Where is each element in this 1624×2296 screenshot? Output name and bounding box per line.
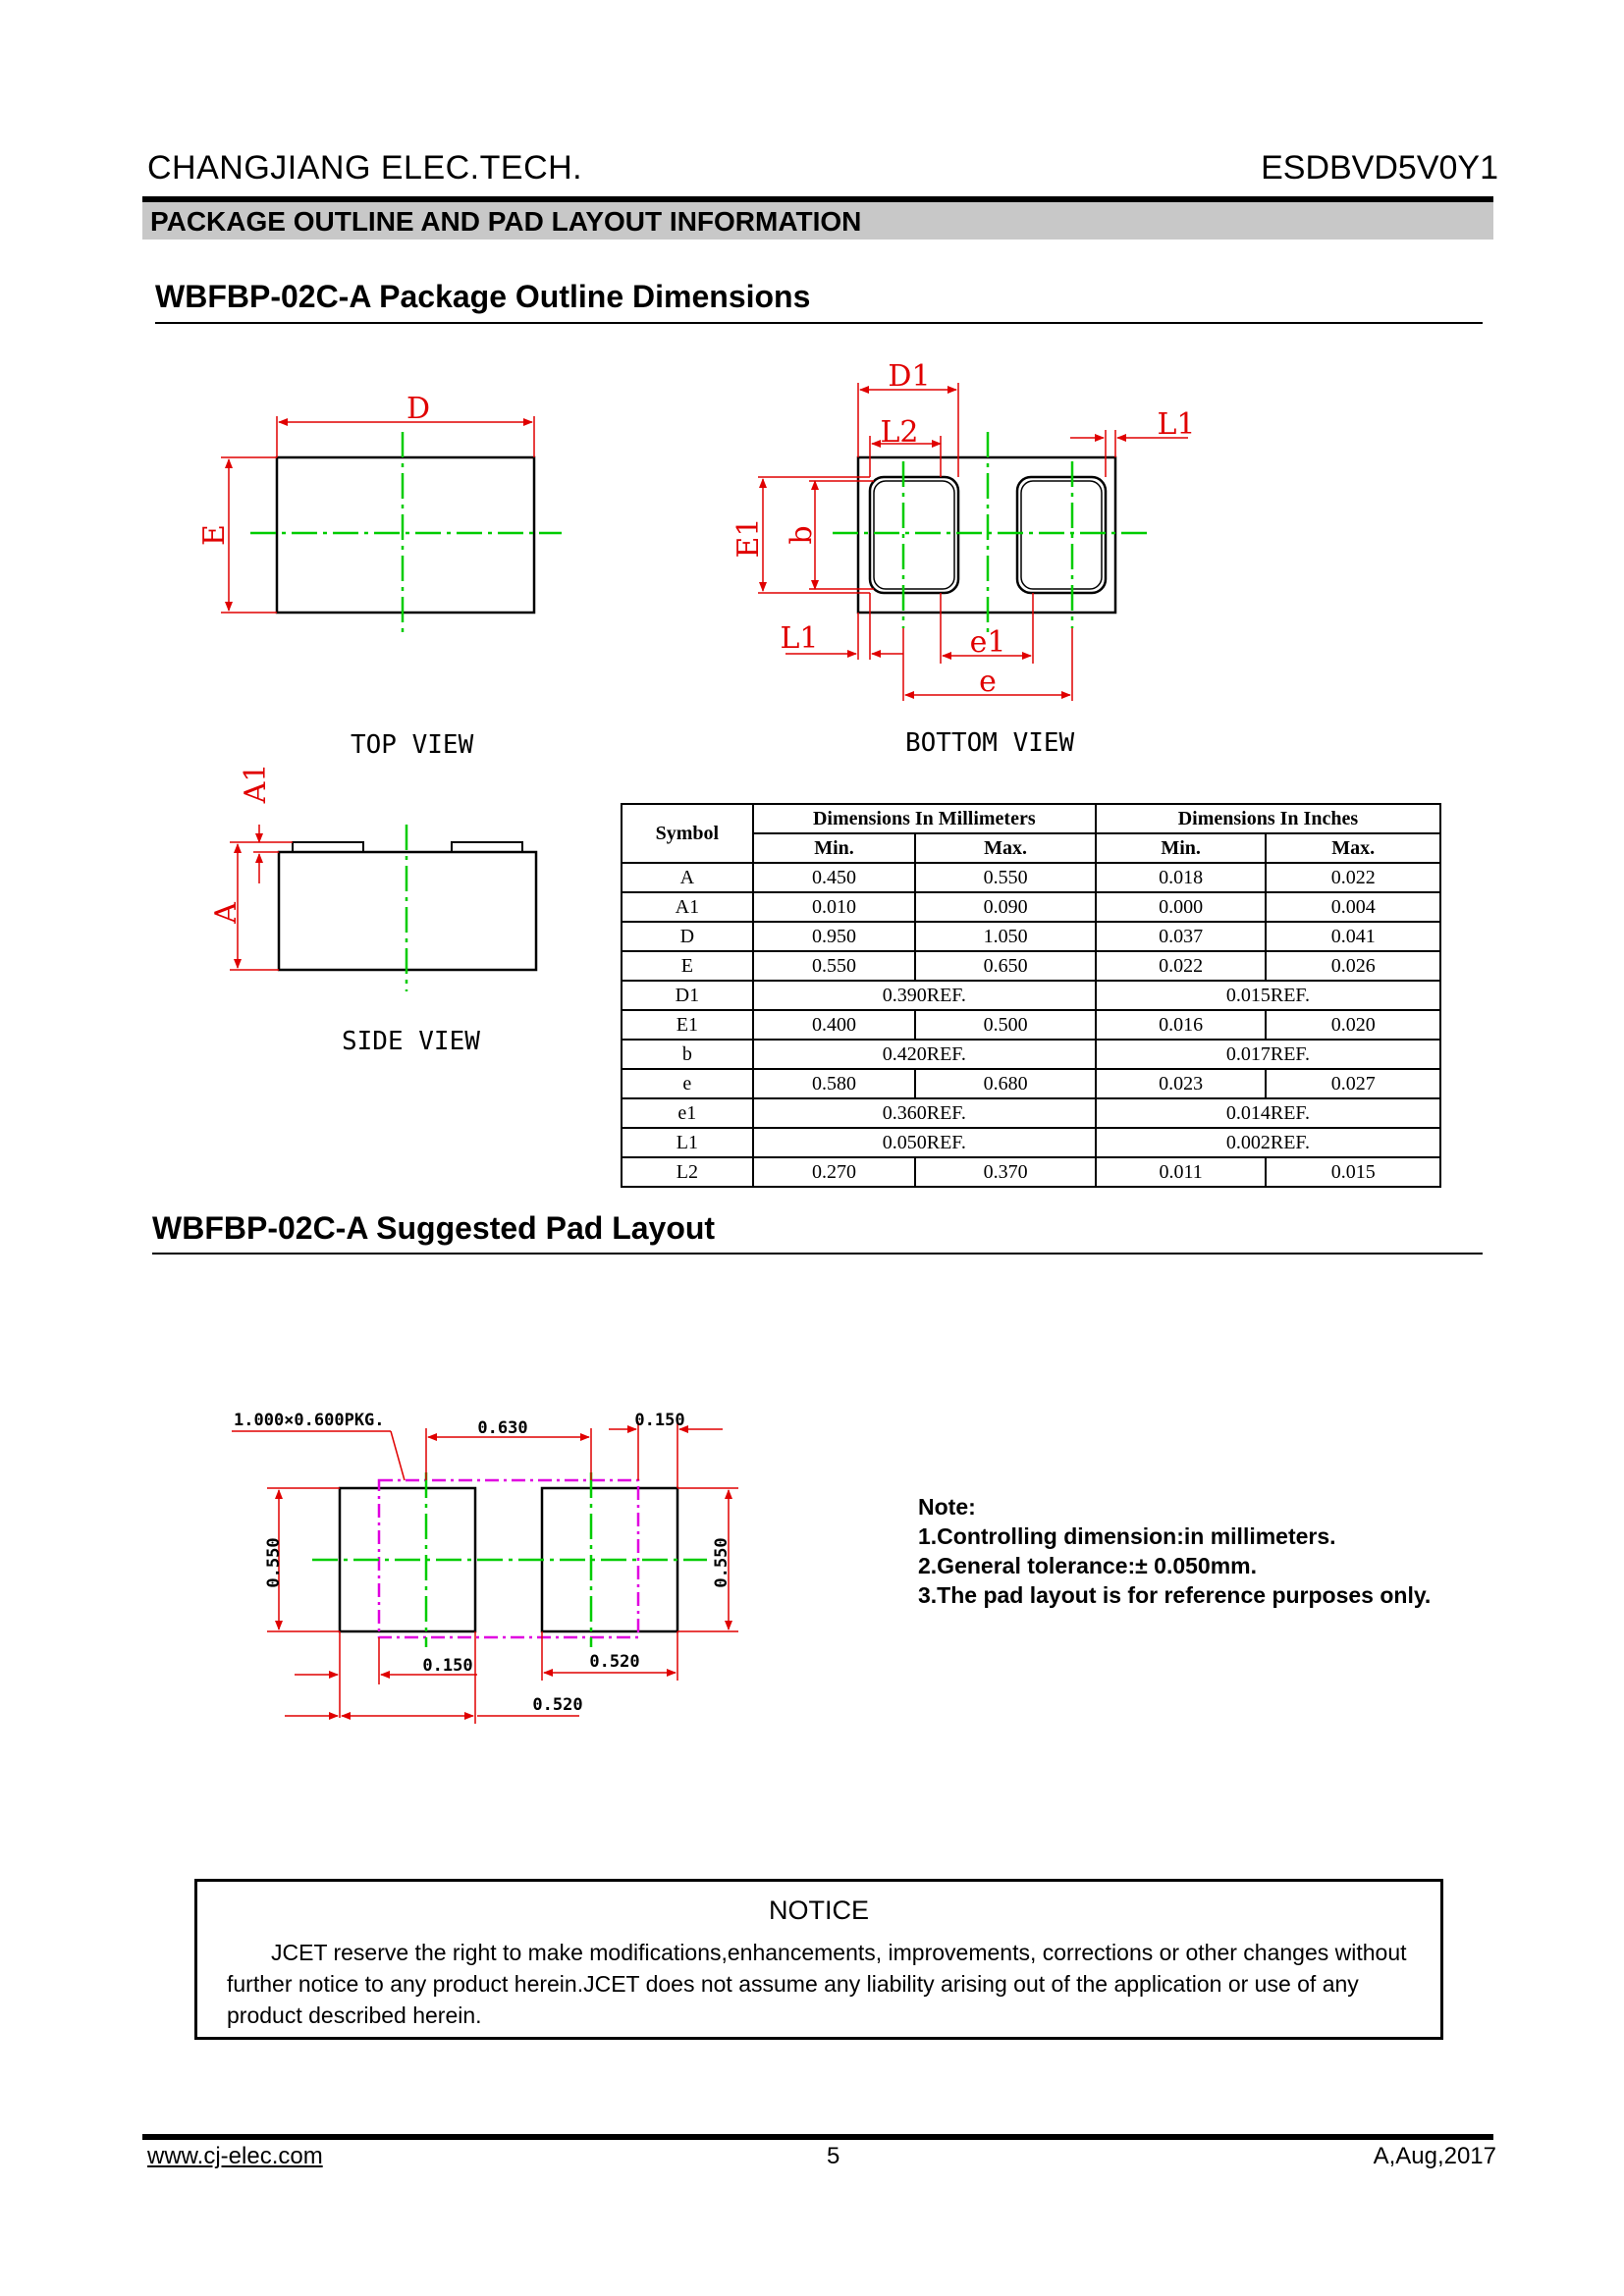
- cell-symbol: A: [622, 863, 753, 892]
- pad-pkg-label: 1.000×0.600PKG.: [234, 1411, 385, 1430]
- cell-symbol: E: [622, 951, 753, 981]
- cell-mm-min: 0.400: [753, 1010, 916, 1040]
- cell-symbol: L2: [622, 1157, 753, 1187]
- cell-mm-max: 0.550: [915, 863, 1096, 892]
- cell-in-max: 0.020: [1266, 1010, 1440, 1040]
- cell-in-min: 0.016: [1096, 1010, 1267, 1040]
- cell-in-ref: 0.002REF.: [1096, 1128, 1440, 1157]
- cell-symbol: e: [622, 1069, 753, 1098]
- symbol-header: Symbol: [622, 804, 753, 863]
- label-A1: A1: [239, 763, 273, 804]
- cell-in-min: 0.018: [1096, 863, 1267, 892]
- cell-in-min: 0.011: [1096, 1157, 1267, 1187]
- notice-box: [194, 1879, 1443, 2040]
- cell-in-min: 0.000: [1096, 892, 1267, 922]
- cell-mm-min: 0.550: [753, 951, 916, 981]
- label-e1: e1: [969, 625, 1006, 660]
- cell-mm-max: 0.500: [915, 1010, 1096, 1040]
- cell-in-max: 0.041: [1266, 922, 1440, 951]
- note-item: 3.The pad layout is for reference purposes only.: [918, 1582, 1432, 1608]
- pad-520-right-label: 0.520: [589, 1652, 640, 1672]
- cell-in-max: 0.022: [1266, 863, 1440, 892]
- pad-630-label: 0.630: [477, 1418, 528, 1438]
- cell-mm-max: 0.090: [915, 892, 1096, 922]
- cell-mm-min: 0.950: [753, 922, 916, 951]
- in-max-header: Max.: [1266, 833, 1440, 863]
- side-view-label: SIDE VIEW: [342, 1027, 480, 1056]
- company-name: CHANGJIANG ELEC.TECH.: [147, 149, 583, 187]
- pad-550-right-label: 0.550: [712, 1537, 731, 1588]
- cell-symbol: L1: [622, 1128, 753, 1157]
- cell-in-max: 0.026: [1266, 951, 1440, 981]
- note-title: Note:: [918, 1494, 976, 1520]
- cell-mm-ref: 0.050REF.: [753, 1128, 1096, 1157]
- outline-title: WBFBP-02C-A Package Outline Dimensions: [155, 279, 811, 314]
- cell-mm-min: 0.580: [753, 1069, 916, 1098]
- cell-mm-min: 0.450: [753, 863, 916, 892]
- label-E1: E1: [731, 517, 766, 559]
- note-item: 2.General tolerance:± 0.050mm.: [918, 1553, 1258, 1578]
- cell-in-min: 0.023: [1096, 1069, 1267, 1098]
- label-e: e: [979, 665, 997, 699]
- notice-body: JCET reserve the right to make modifications,enhancements, improvements, corrections or other changes without further notice to any product herein.JCET does not assume any liability arising out of the application or use of any product described herein.: [227, 1940, 1407, 2028]
- bottom-view-label: BOTTOM VIEW: [905, 728, 1075, 758]
- pad-150-top-label: 0.150: [634, 1411, 685, 1430]
- cell-symbol: D: [622, 922, 753, 951]
- cell-symbol: D1: [622, 981, 753, 1010]
- section-bar-title: PACKAGE OUTLINE AND PAD LAYOUT INFORMATION: [150, 206, 862, 237]
- cell-in-ref: 0.015REF.: [1096, 981, 1440, 1010]
- label-D: D: [406, 392, 431, 426]
- cell-mm-max: 0.650: [915, 951, 1096, 981]
- footer-url[interactable]: www.cj-elec.com: [147, 2143, 323, 2169]
- cell-mm-max: 0.680: [915, 1069, 1096, 1098]
- cell-in-ref: 0.014REF.: [1096, 1098, 1440, 1128]
- cell-symbol: e1: [622, 1098, 753, 1128]
- cell-in-min: 0.022: [1096, 951, 1267, 981]
- mm-max-header: Max.: [915, 833, 1096, 863]
- cell-in-min: 0.037: [1096, 922, 1267, 951]
- label-D1: D1: [888, 359, 931, 394]
- label-A: A: [209, 902, 244, 924]
- pad-150-bottom-label: 0.150: [422, 1656, 473, 1676]
- label-L2: L2: [880, 415, 919, 450]
- cell-mm-ref: 0.360REF.: [753, 1098, 1096, 1128]
- cell-mm-min: 0.010: [753, 892, 916, 922]
- footer-rule: [142, 2134, 1493, 2140]
- note-item: 1.Controlling dimension:in millimeters.: [918, 1523, 1336, 1549]
- cell-mm-max: 0.370: [915, 1157, 1096, 1187]
- label-E: E: [197, 524, 232, 546]
- top-view-label: TOP VIEW: [351, 730, 474, 760]
- label-L1-top: L1: [1157, 407, 1196, 442]
- pad-layout-title: WBFBP-02C-A Suggested Pad Layout: [152, 1210, 716, 1246]
- label-b: b: [785, 525, 819, 545]
- cell-in-ref: 0.017REF.: [1096, 1040, 1440, 1069]
- in-min-header: Min.: [1096, 833, 1267, 863]
- notice-title: NOTICE: [768, 1896, 869, 1925]
- cell-mm-ref: 0.390REF.: [753, 981, 1096, 1010]
- page-number: 5: [827, 2143, 840, 2169]
- label-L1-bottom: L1: [780, 621, 819, 656]
- part-number: ESDBVD5V0Y1: [1261, 149, 1498, 187]
- cell-symbol: E1: [622, 1010, 753, 1040]
- mm-min-header: Min.: [753, 833, 916, 863]
- cell-in-max: 0.015: [1266, 1157, 1440, 1187]
- note-block: [918, 1492, 1431, 1610]
- cell-symbol: A1: [622, 892, 753, 922]
- cell-symbol: b: [622, 1040, 753, 1069]
- cell-mm-ref: 0.420REF.: [753, 1040, 1096, 1069]
- cell-in-max: 0.027: [1266, 1069, 1440, 1098]
- cell-mm-max: 1.050: [915, 922, 1096, 951]
- mm-header: Dimensions In Millimeters: [753, 804, 1096, 833]
- revision-date: A,Aug,2017: [1373, 2143, 1496, 2169]
- cell-mm-min: 0.270: [753, 1157, 916, 1187]
- inch-header: Dimensions In Inches: [1096, 804, 1440, 833]
- cell-in-max: 0.004: [1266, 892, 1440, 922]
- pad-550-left-label: 0.550: [264, 1537, 284, 1588]
- pad-520-bottom-label: 0.520: [532, 1695, 583, 1715]
